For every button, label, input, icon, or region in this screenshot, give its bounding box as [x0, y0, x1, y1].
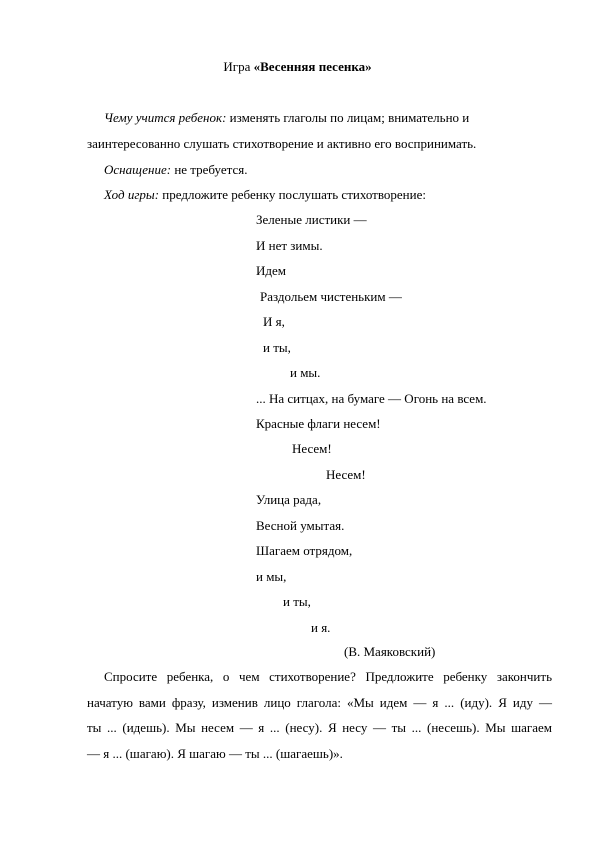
poem-line: Несем! [292, 441, 332, 456]
poem-line: и ты, [263, 340, 291, 355]
closing-line: — я ... (шагаю). Я шагаю — ты ... (шагаешь)». [87, 746, 343, 761]
poem-line: Шагаем отрядом, [256, 543, 353, 558]
goal-label: Чему учится ребенок: [104, 110, 227, 125]
page-title [0, 59, 595, 75]
goal-line-2 [87, 136, 476, 152]
goal-line-1 [104, 110, 469, 126]
equipment-label: Оснащение: [104, 162, 172, 177]
poem-line: И я, [263, 314, 285, 329]
closing-line: ты ... (идешь). Мы несем — я ... (несу). Я несу — ты ... (несешь). Мы шагаем [87, 720, 552, 735]
procedure-text: предложите ребенку послушать стихотворение: [159, 187, 426, 202]
poem-line: и мы. [290, 365, 321, 380]
poem-line: Несем! [326, 467, 366, 482]
poem-line: Весной умытая. [256, 518, 345, 533]
procedure-label: Ход игры: [104, 187, 160, 202]
equipment-line [104, 162, 247, 178]
poem-line: Идем [256, 263, 286, 278]
title-prefix: Игра [223, 59, 254, 74]
goal-text-2: заинтересованно слушать стихотворение и активно его воспринимать. [87, 136, 477, 151]
poem-line: и мы, [256, 569, 287, 584]
closing-line: начатую вами фразу, изменив лицо глагола: «Мы идем — я ... (иду). Я иду — [87, 695, 552, 710]
poem-line: ... На ситцах, на бумаге — Огонь на всем. [256, 391, 487, 406]
poem-line: И нет зимы. [256, 238, 323, 253]
poem-line: Зеленые листики — [256, 212, 367, 227]
poem-line: и ты, [283, 594, 311, 609]
poem-line: Красные флаги несем! [256, 416, 381, 431]
poem-author: (В. Маяковский) [344, 644, 436, 659]
goal-text-1: изменять глаголы по лицам; внимательно и [226, 110, 470, 125]
equipment-text: не требуется. [171, 162, 248, 177]
poem-line: и я. [311, 620, 331, 635]
poem-line: Улица рада, [256, 492, 322, 507]
procedure-line [104, 187, 426, 203]
poem-line: Раздольем чистеньким — [260, 289, 402, 304]
game-name: «Весенняя песенка» [253, 59, 372, 74]
closing-line: Спросите ребенка, о чем стихотворение? Предложите ребенку закончить [104, 669, 552, 684]
